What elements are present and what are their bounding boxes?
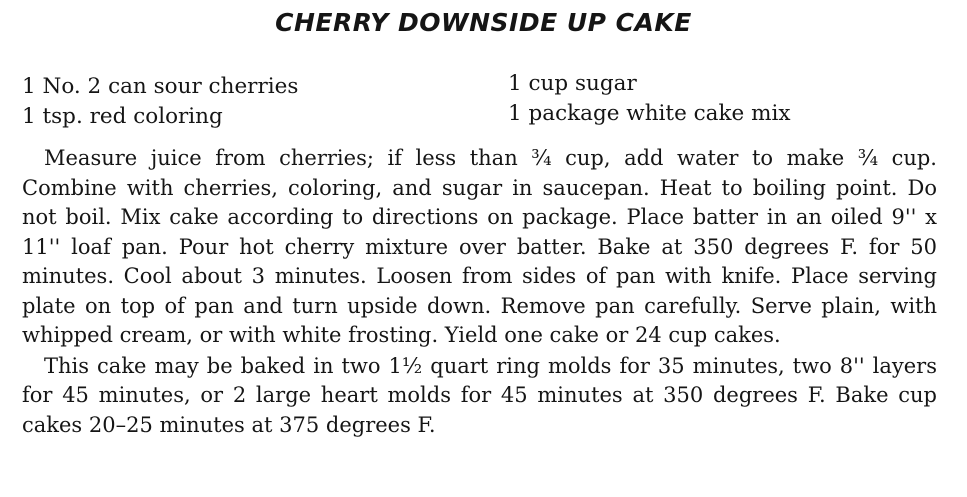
ingredient-item: 1 cup sugar — [508, 71, 637, 96]
ingredient-column-right — [508, 69, 790, 129]
instruction-paragraph: Measure juice from cherries; if less than ¾ cup, add water to make ¾ cup. Combine with cherries, coloring, and sugar in saucepan. Heat to boiling point. Do not boil. Mix cake according to directions on package. Place batter in an oiled 9'' x 11'' loaf pan. Pour hot cherry mixture over batter. Bake at 350 degrees F. for 50 minutes. Cool about 3 minutes. Loosen from sides of pan with knife. Place serving plate on top of pan and turn upside down. Remove pan carefully. Serve plain, with whipped cream, or with white frosting. Yield one cake or 24 cup cakes. — [22, 146, 937, 347]
ingredient-item: 1 tsp. red coloring — [22, 104, 223, 129]
ingredient-column-left — [22, 72, 298, 132]
recipe-instructions — [22, 144, 937, 440]
ingredient-item: 1 No. 2 can sour cherries — [22, 74, 299, 99]
baking-variations-paragraph: This cake may be baked in two 1½ quart ring molds for 35 minutes, two 8'' layers for 45 minutes, or 2 large heart molds for 45 minutes at 350 degrees F. Bake cup cakes 20–25 minutes at 375 degrees F. — [22, 353, 937, 437]
recipe-title: CHERRY DOWNSIDE UP CAKE — [275, 8, 692, 37]
ingredient-item: 1 package white cake mix — [508, 101, 791, 126]
